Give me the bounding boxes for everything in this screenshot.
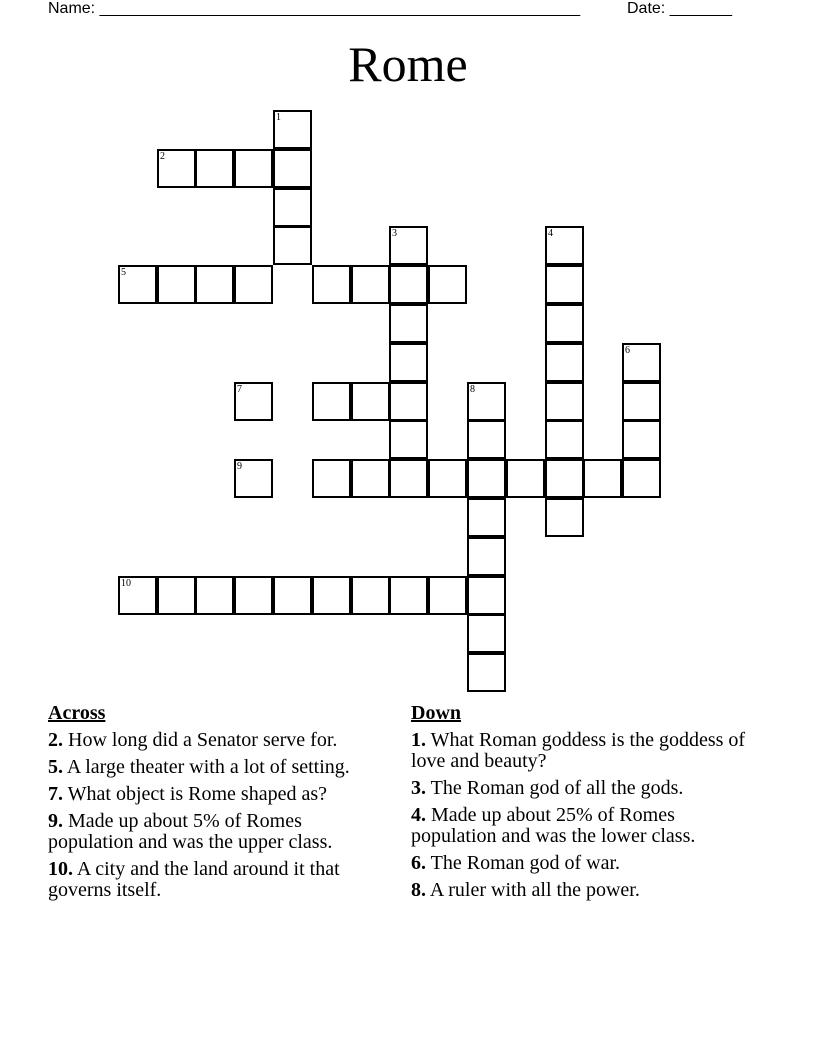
across-clue — [48, 784, 386, 805]
grid-cell[interactable] — [312, 576, 351, 615]
across-clue — [48, 757, 386, 778]
across-clue — [48, 730, 386, 751]
clue-text: What object is Rome shaped as? — [67, 783, 328, 805]
grid-cell[interactable] — [273, 576, 312, 615]
across-clues — [48, 703, 386, 907]
down-clue — [411, 778, 751, 799]
grid-cell[interactable] — [545, 304, 584, 343]
clue-text: Made up about 5% of Romes population and was the upper class. — [48, 810, 333, 853]
clue-text: The Roman god of war. — [430, 852, 621, 874]
cell-number: 7 — [237, 384, 242, 395]
cell-number: 8 — [470, 384, 475, 395]
grid-cell[interactable] — [545, 498, 584, 537]
grid-cell[interactable] — [506, 459, 545, 498]
clue-text: The Roman god of all the gods. — [430, 777, 684, 799]
cell-number: 5 — [121, 267, 126, 278]
grid-cell[interactable] — [467, 459, 506, 498]
down-clue — [411, 853, 751, 874]
down-clue — [411, 805, 751, 847]
grid-cell[interactable] — [312, 459, 351, 498]
grid-cell[interactable] — [467, 614, 506, 653]
clue-text: Made up about 25% of Romes population and was the lower class. — [411, 804, 696, 847]
grid-cell[interactable] — [622, 420, 661, 459]
across-heading: Across — [48, 702, 106, 724]
grid-cell[interactable] — [195, 265, 234, 304]
grid-cell[interactable] — [234, 265, 273, 304]
grid-cell[interactable] — [622, 343, 661, 382]
grid-cell[interactable] — [545, 226, 584, 265]
down-heading: Down — [411, 702, 462, 724]
grid-cell[interactable] — [273, 110, 312, 149]
clue-number: 8. — [411, 879, 426, 901]
grid-cell[interactable] — [545, 265, 584, 304]
down-clues — [411, 703, 751, 907]
grid-cell[interactable] — [467, 498, 506, 537]
grid-cell[interactable] — [389, 576, 428, 615]
grid-cell[interactable] — [351, 576, 390, 615]
clue-text: A city and the land around it that governs itself. — [48, 858, 340, 901]
grid-cell[interactable] — [118, 576, 157, 615]
grid-cell[interactable] — [545, 343, 584, 382]
grid-cell[interactable] — [467, 420, 506, 459]
grid-cell[interactable] — [467, 653, 506, 692]
grid-cell[interactable] — [234, 576, 273, 615]
grid-cell[interactable] — [195, 576, 234, 615]
clue-number: 10. — [48, 858, 73, 880]
grid-cell[interactable] — [312, 265, 351, 304]
across-clue — [48, 811, 386, 853]
grid-cell[interactable] — [389, 459, 428, 498]
grid-cell[interactable] — [234, 149, 273, 188]
date-field-label[interactable]: Date: _______ — [627, 0, 732, 17]
clue-text: A large theater with a lot of setting. — [66, 756, 350, 778]
grid-cell[interactable] — [467, 382, 506, 421]
clue-text: What Roman goddess is the goddess of love and beauty? — [411, 729, 746, 772]
grid-cell[interactable] — [467, 576, 506, 615]
grid-cell[interactable] — [234, 382, 273, 421]
grid-cell[interactable] — [389, 226, 428, 265]
down-clue — [411, 730, 751, 772]
name-field-label[interactable]: Name: ______________________________________________________ — [48, 0, 581, 17]
grid-cell[interactable] — [351, 265, 390, 304]
clue-number: 4. — [411, 804, 426, 826]
cell-number: 3 — [392, 228, 397, 239]
grid-cell[interactable] — [157, 265, 196, 304]
grid-cell[interactable] — [389, 382, 428, 421]
clue-number: 1. — [411, 729, 426, 751]
cell-number: 10 — [121, 578, 131, 589]
clue-text: How long did a Senator serve for. — [68, 729, 338, 751]
grid-cell[interactable] — [622, 382, 661, 421]
grid-cell[interactable] — [467, 537, 506, 576]
grid-cell[interactable] — [389, 265, 428, 304]
clue-number: 3. — [411, 777, 426, 799]
grid-cell[interactable] — [389, 343, 428, 382]
grid-cell[interactable] — [622, 459, 661, 498]
cell-number: 2 — [160, 151, 165, 162]
grid-cell[interactable] — [351, 459, 390, 498]
clue-number: 6. — [411, 852, 426, 874]
grid-cell[interactable] — [545, 420, 584, 459]
grid-cell[interactable] — [389, 304, 428, 343]
grid-cell[interactable] — [545, 382, 584, 421]
grid-cell[interactable] — [273, 188, 312, 227]
grid-cell[interactable] — [273, 226, 312, 265]
clue-text: A ruler with all the power. — [429, 879, 640, 901]
grid-cell[interactable] — [583, 459, 622, 498]
grid-cell[interactable] — [273, 149, 312, 188]
grid-cell[interactable] — [545, 459, 584, 498]
across-clue — [48, 859, 386, 901]
cell-number: 6 — [625, 345, 630, 356]
puzzle-title: Rome — [348, 36, 468, 92]
grid-cell[interactable] — [195, 149, 234, 188]
cell-number: 1 — [276, 112, 281, 123]
grid-cell[interactable] — [118, 265, 157, 304]
clue-number: 2. — [48, 729, 63, 751]
clue-number: 9. — [48, 810, 63, 832]
grid-cell[interactable] — [428, 265, 467, 304]
grid-cell[interactable] — [428, 459, 467, 498]
cell-number: 4 — [548, 228, 553, 239]
grid-cell[interactable] — [157, 576, 196, 615]
down-clue — [411, 880, 751, 901]
grid-cell[interactable] — [157, 149, 196, 188]
cell-number: 9 — [237, 461, 242, 472]
grid-cell[interactable] — [312, 382, 351, 421]
clue-number: 7. — [48, 783, 63, 805]
grid-cell[interactable] — [428, 576, 467, 615]
grid-cell[interactable] — [389, 420, 428, 459]
clue-number: 5. — [48, 756, 63, 778]
grid-cell[interactable] — [351, 382, 390, 421]
grid-cell[interactable] — [234, 459, 273, 498]
